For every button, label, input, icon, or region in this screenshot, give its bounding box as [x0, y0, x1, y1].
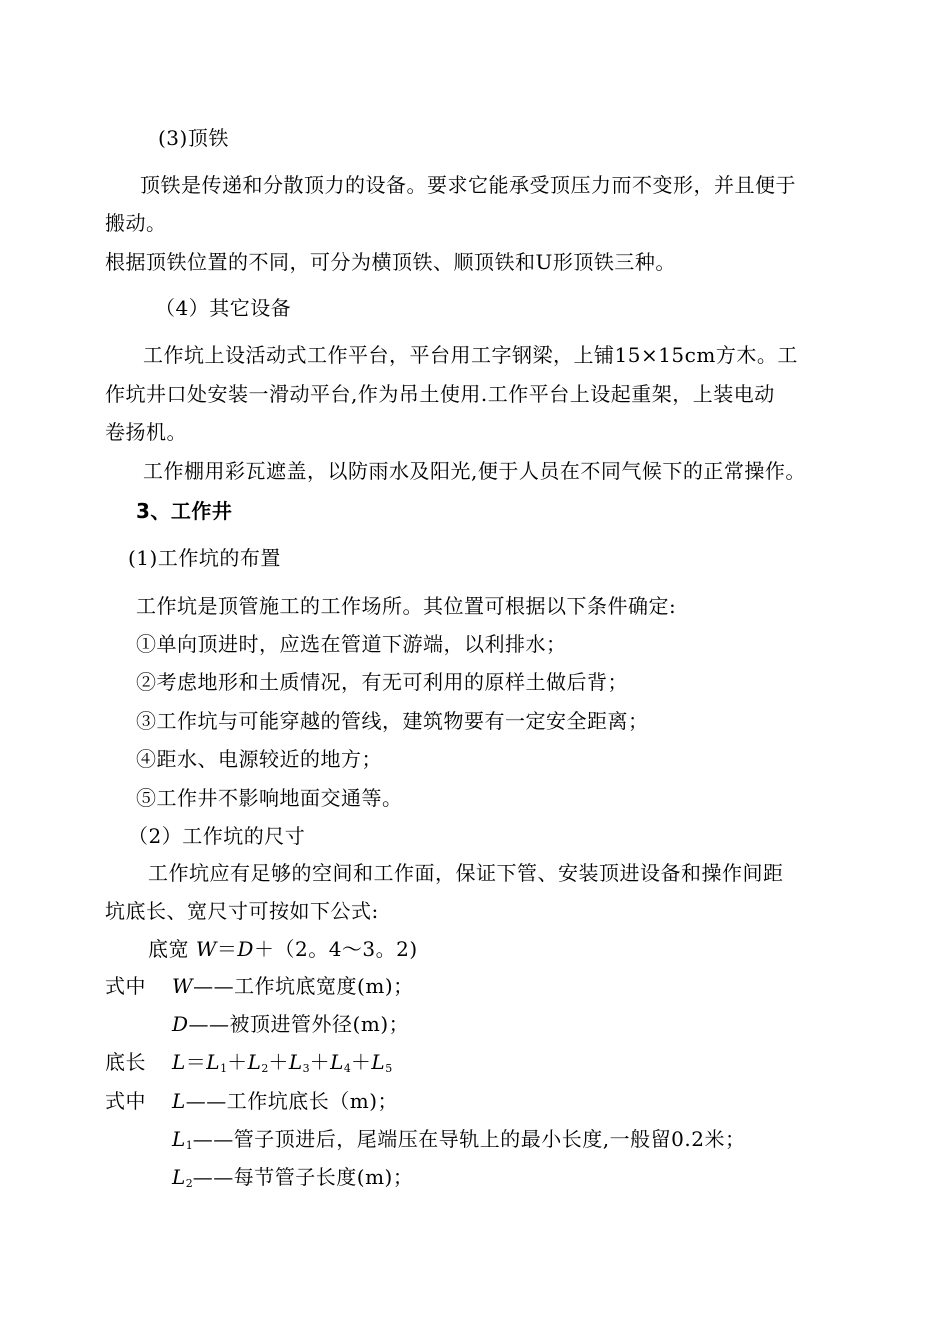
definition-l1: $L_1——$管子顶进后，尾端压在导轨上的最小长度,一般留0.2米；: [172, 1127, 746, 1152]
list-item: ⑤工作井不影响地面交通等。: [136, 786, 403, 810]
paragraph-line: 工作坑应有足够的空间和工作面，保证下管、安装顶进设备和操作间距: [148, 861, 784, 885]
list-item: ①单向顶进时，应选在管道下游端，以利排水；: [136, 632, 567, 656]
subheading-other-equipment: （4）其它设备: [155, 296, 292, 320]
definition-w: W——工作坑底宽度(m)；: [172, 974, 414, 998]
paragraph-line: 根据顶铁位置的不同，可分为横顶铁、顺顶铁和U形顶铁三种。: [105, 250, 676, 274]
formula-length: $L=L_1+L_2+L_3+L_4+L_5$: [172, 1050, 393, 1075]
subheading-top-iron: (3)顶铁: [158, 126, 229, 150]
formula-width: 底宽 W＝D＋（2。4～3。2): [148, 937, 418, 961]
paragraph-line: 工作坑上设活动式工作平台，平台用工字钢梁，上铺15×15cm方木。工: [143, 343, 798, 367]
paragraph-line: 顶铁是传递和分散顶力的设备。要求它能承受顶压力而不变形，并且便于: [140, 173, 796, 197]
subheading-pit-size: （2）工作坑的尺寸: [128, 824, 306, 848]
paragraph-line: 坑底长、宽尺寸可按如下公式:: [105, 899, 379, 923]
paragraph-line: 工作坑是顶管施工的工作场所。其位置可根据以下条件确定:: [136, 594, 677, 618]
paragraph-line: 工作棚用彩瓦遮盖，以防雨水及阳光,便于人员在不同气候下的正常操作。: [143, 459, 806, 483]
list-item: ④距水、电源较近的地方；: [136, 747, 382, 771]
paragraph-line: 卷扬机。: [105, 420, 187, 444]
where-label: 式中: [105, 1089, 146, 1113]
list-item: ③工作坑与可能穿越的管线，建筑物要有一定安全距离；: [136, 709, 649, 733]
where-label: 式中: [105, 974, 146, 998]
subheading-pit-layout: (1)工作坑的布置: [128, 546, 281, 570]
paragraph-line: 搬动。: [105, 211, 167, 235]
formula-length-label: 底长: [105, 1050, 146, 1074]
list-item: ②考虑地形和土质情况，有无可利用的原样土做后背；: [136, 670, 628, 694]
definition-d: D——被顶进管外径(m)；: [172, 1012, 410, 1036]
definition-l2: $L_2——$每节管子长度(m)；: [172, 1165, 414, 1190]
section-heading-work-shaft: 3、工作井: [136, 499, 233, 523]
definition-l: L——工作坑底长（m)；: [172, 1089, 399, 1113]
paragraph-line: 作坑井口处安装一滑动平台,作为吊土使用.工作平台上设起重架，上装电动: [105, 382, 775, 406]
